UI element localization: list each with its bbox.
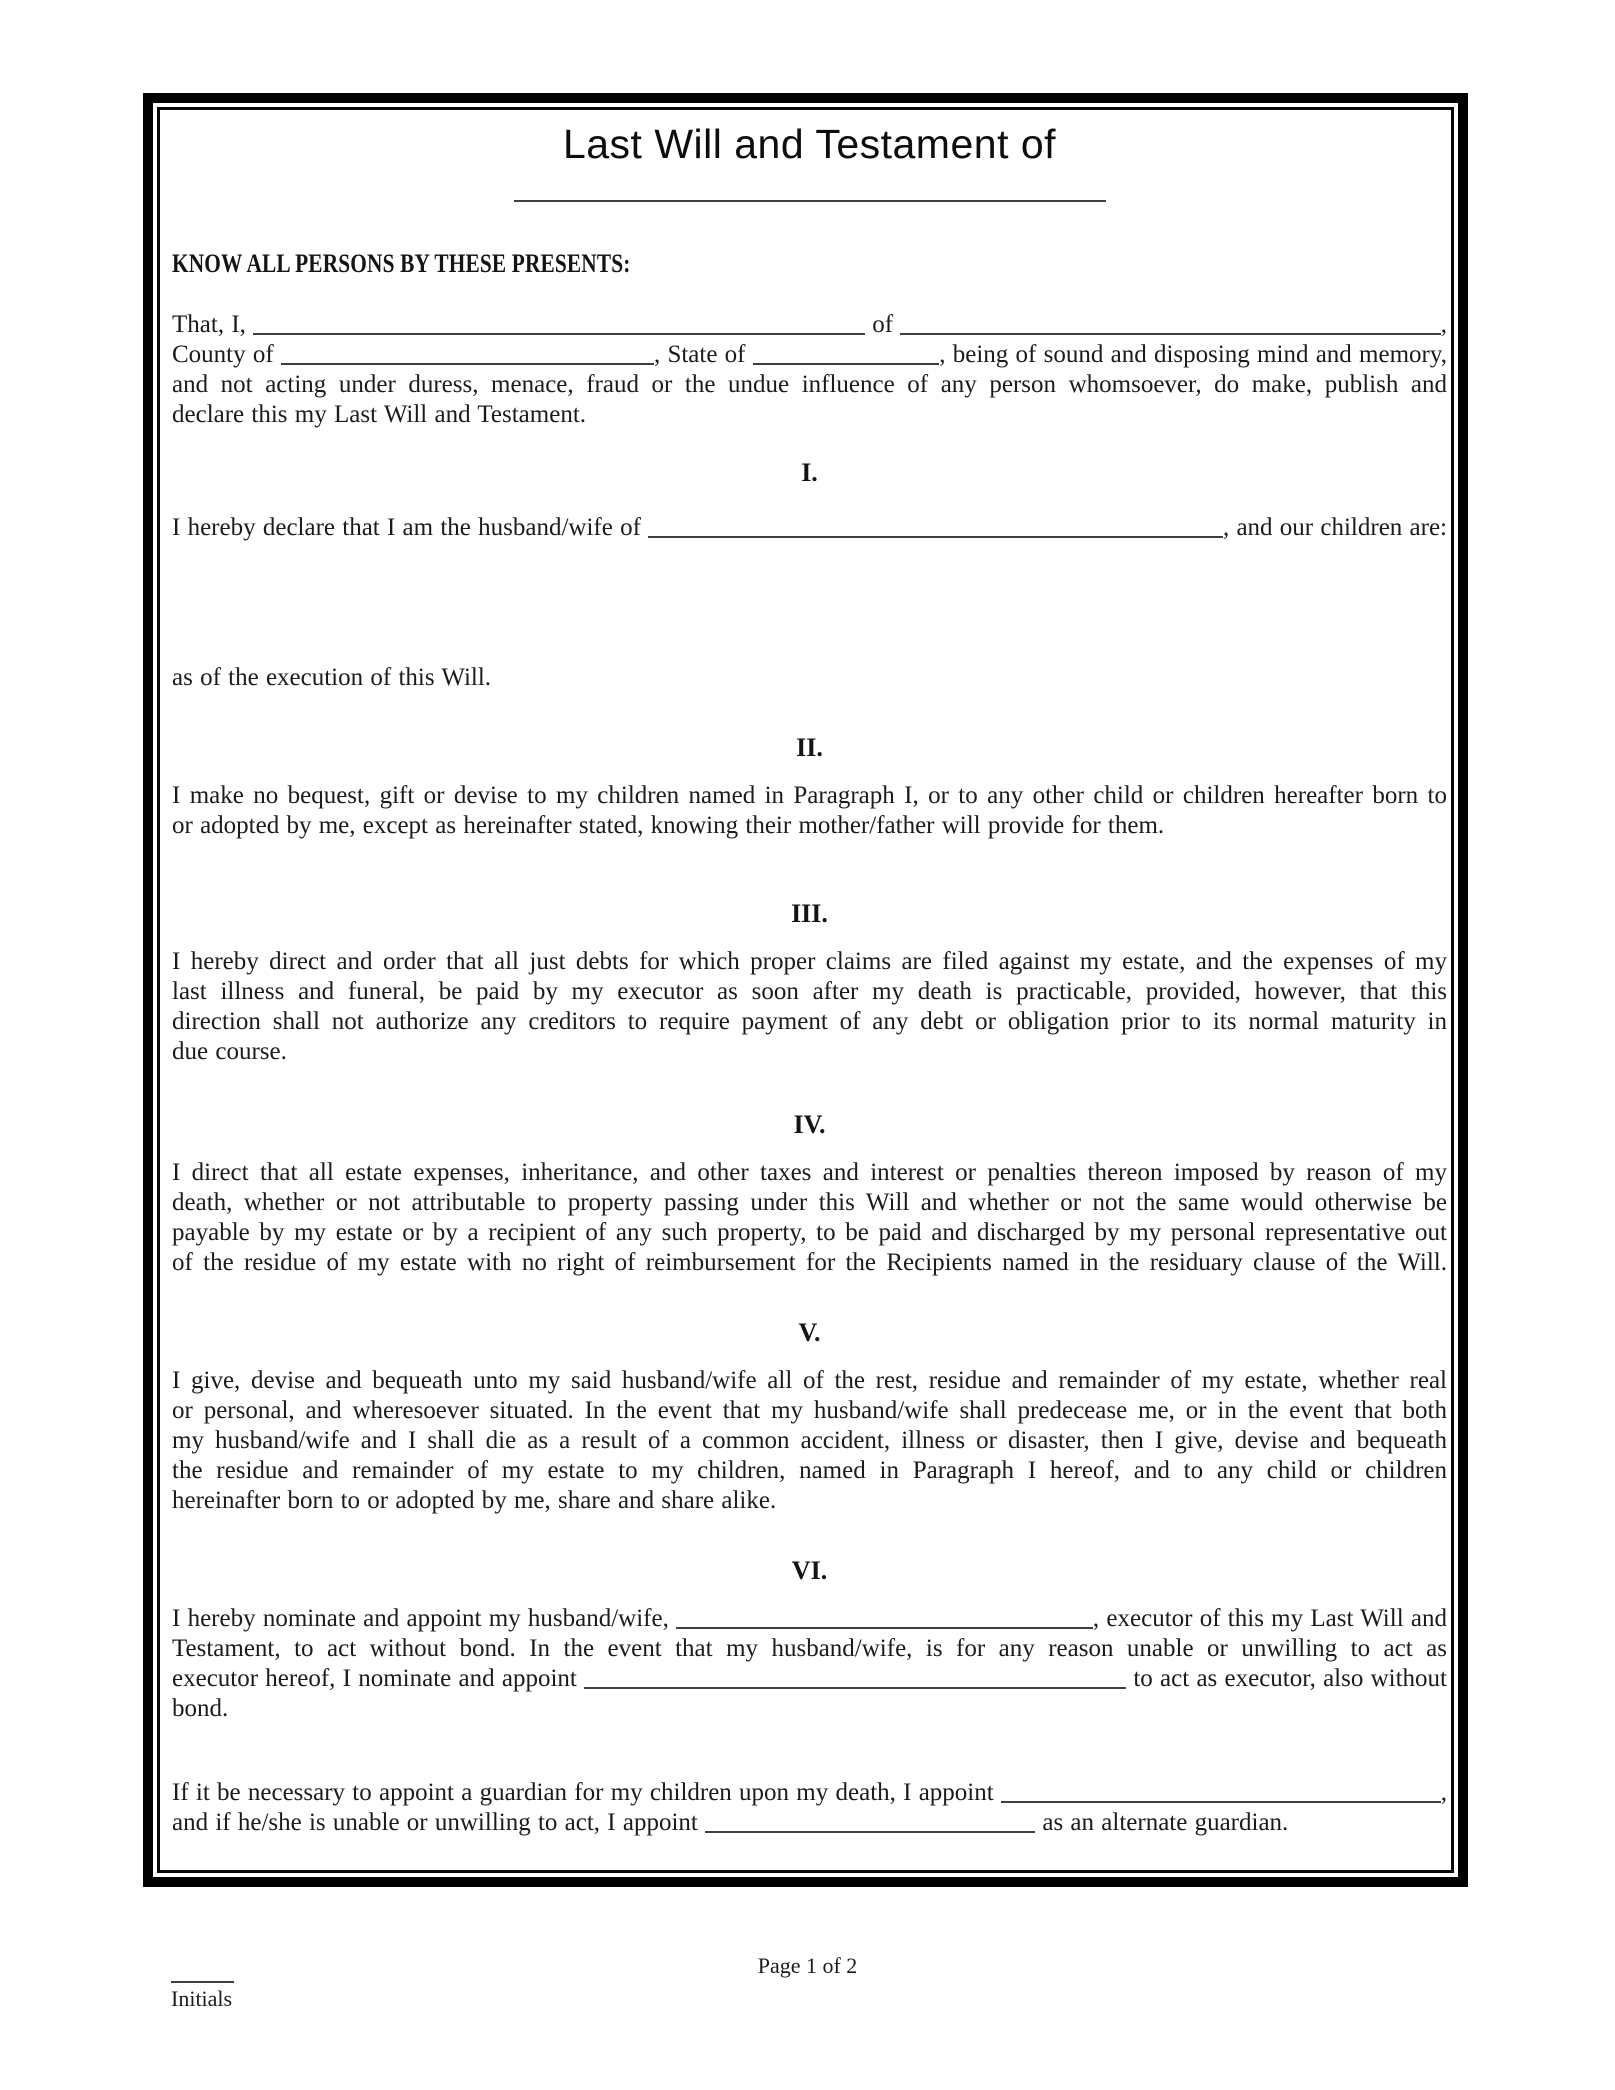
line-text: , and our children are: xyxy=(1222,514,1447,541)
fill-in-blank xyxy=(584,1683,1126,1689)
document-border-frame xyxy=(143,93,1468,1887)
section-i-heading: I. xyxy=(801,458,818,487)
line-text: I hereby declare that I am the husband/wife of xyxy=(172,514,649,541)
fill-in-blank xyxy=(676,1623,1093,1629)
line-text: County of xyxy=(172,341,281,368)
form-line xyxy=(172,1778,1447,1808)
section-iii-paragraph xyxy=(172,947,1447,1067)
opening-declaration xyxy=(172,249,1447,279)
intro-paragraph xyxy=(172,310,1447,430)
fill-in-blank xyxy=(753,359,940,365)
paragraph-line: I give, devise and bequeath unto my said husband/wife all of the rest, residue and remainder of my estate, whether real xyxy=(172,1367,1447,1394)
section-iii-heading: III. xyxy=(791,899,828,928)
line-text: to act as executor, also without xyxy=(1126,1665,1447,1692)
fill-in-blank xyxy=(281,359,654,365)
fill-in-blank xyxy=(253,329,865,335)
line-text: , xyxy=(1440,311,1447,338)
paragraph-line: and not acting under duress, menace, fraud or the undue influence of any person whomsoever, do make, publish and xyxy=(172,371,1447,398)
form-line xyxy=(172,310,1447,340)
testator-name-blank xyxy=(514,200,1106,202)
paragraph-line: last illness and funeral, be paid by my executor as soon after my death is practicable, provided, however, that this xyxy=(172,978,1447,1005)
paragraph-line: I direct that all estate expenses, inheritance, and other taxes and interest or penalties thereon imposed by reason of my xyxy=(172,1159,1447,1186)
line-text: executor hereof, I nominate and appoint xyxy=(172,1665,585,1692)
fill-in-blank xyxy=(648,532,1223,538)
line-text: , xyxy=(1440,1779,1447,1806)
paragraph-line: of the residue of my estate with no right of reimbursement for the Recipients named in the residuary clause of the Will. xyxy=(172,1249,1447,1276)
form-line xyxy=(172,1604,1447,1634)
line-text: as an alternate guardian. xyxy=(1035,1809,1289,1836)
line-text: , executor of this my Last Will and xyxy=(1092,1605,1447,1632)
paragraph-line: or personal, and wheresoever situated. In the event that my husband/wife shall predecease me, or in the event that both xyxy=(172,1397,1447,1424)
initials-label: Initials xyxy=(171,1986,233,2011)
children-names-space xyxy=(172,543,1447,663)
paragraph-line: declare this my Last Will and Testament. xyxy=(172,401,587,428)
section-v-paragraph xyxy=(172,1366,1447,1516)
section-v-heading: V. xyxy=(798,1318,821,1347)
form-line xyxy=(172,340,1447,370)
document-border-inner xyxy=(157,107,1454,1873)
section-ii-heading: II. xyxy=(796,733,823,762)
line-text: of xyxy=(864,311,901,338)
line-text: If it be necessary to appoint a guardian for my children upon my death, I appoint xyxy=(172,1779,1001,1806)
initials-block xyxy=(171,1981,234,2012)
section-ii-paragraph xyxy=(172,781,1447,841)
paragraph-line: death, whether or not attributable to property passing under this Will and whether or not the same would otherwise be xyxy=(172,1189,1447,1216)
paragraph-line: my husband/wife and I shall die as a result of a common accident, illness or disaster, then I give, devise and bequeath xyxy=(172,1427,1447,1454)
document-content xyxy=(160,110,1451,1870)
section-iv-heading: IV. xyxy=(793,1110,826,1139)
opening-declaration-text: KNOW ALL PERSONS BY THESE PRESENTS: xyxy=(172,249,631,278)
paragraph-line: the residue and remainder of my estate to my children, named in Paragraph I hereof, and to any child or children xyxy=(172,1457,1447,1484)
fill-in-blank xyxy=(705,1827,1035,1833)
section-vi-paragraph xyxy=(172,1604,1447,1724)
paragraph-line: payable by my estate or by a recipient of any such property, to be paid and discharged by my personal representative out xyxy=(172,1219,1447,1246)
page-indicator: Page 1 of 2 xyxy=(757,1953,858,1978)
form-line xyxy=(172,1664,1447,1694)
fill-in-blank xyxy=(900,329,1440,335)
paragraph-line: direction shall not authorize any creditors to require payment of any debt or obligation prior to its normal maturity in xyxy=(172,1008,1447,1035)
line-text: , being of sound and disposing mind and memory, xyxy=(939,341,1447,368)
paragraph-line: I hereby direct and order that all just debts for which proper claims are filed against my estate, and the expenses of my xyxy=(172,948,1447,975)
form-line xyxy=(172,513,1447,543)
fill-in-blank xyxy=(1001,1797,1441,1803)
initials-blank xyxy=(171,1981,234,1983)
paragraph-line: bond. xyxy=(172,1695,229,1722)
paragraph-line: due course. xyxy=(172,1038,287,1065)
section-i-paragraph xyxy=(172,513,1447,543)
document-title: Last Will and Testament of xyxy=(562,121,1057,167)
paragraph-line: I make no bequest, gift or devise to my children named in Paragraph I, or to any other child or children hereafter born to xyxy=(172,782,1447,809)
paragraph-line: or adopted by me, except as hereinafter stated, knowing their mother/father will provide for them. xyxy=(172,812,1165,839)
line-text: I hereby nominate and appoint my husband/wife, xyxy=(172,1605,677,1632)
guardian-paragraph xyxy=(172,1778,1447,1838)
line-text: , State of xyxy=(653,341,753,368)
section-i-closing xyxy=(172,663,1447,693)
section-vi-heading: VI. xyxy=(791,1556,828,1585)
line-text: That, I, xyxy=(172,311,254,338)
paragraph-line: Testament, to act without bond. In the event that my husband/wife, is for any reason unable or unwilling to act as xyxy=(172,1635,1447,1662)
paragraph-line: hereinafter born to or adopted by me, share and share alike. xyxy=(172,1487,777,1514)
form-line xyxy=(172,1808,1447,1838)
section-iv-paragraph xyxy=(172,1158,1447,1278)
paragraph-line: as of the execution of this Will. xyxy=(172,664,492,691)
line-text: and if he/she is unable or unwilling to act, I appoint xyxy=(172,1809,706,1836)
